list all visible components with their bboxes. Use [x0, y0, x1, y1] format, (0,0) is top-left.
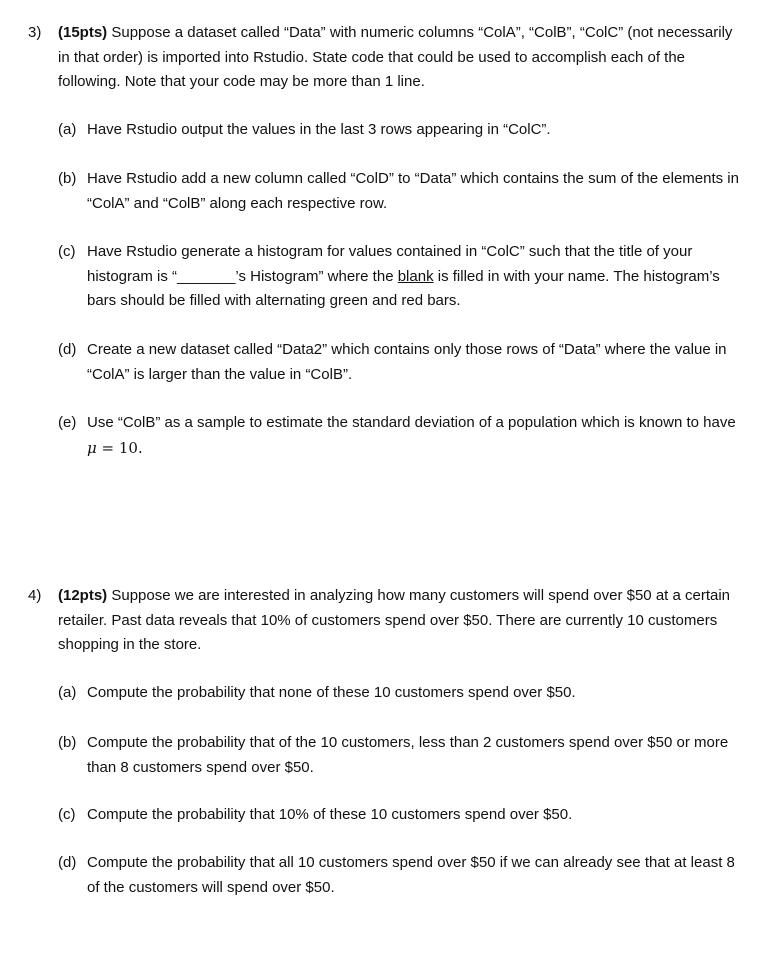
period: . [137, 438, 143, 457]
part-text-before: Have Rstudio generate a histogram for values contained in “ColC” such that the title of your histogram is “_______’s Histogram” where the [87, 243, 693, 285]
q3-part-b [58, 167, 740, 216]
question-points: (12pts) [58, 587, 108, 604]
question-points: (15pts) [58, 24, 108, 41]
part-text: Have Rstudio add a new column called “ColD” to “Data” which contains the sum of the elements in “ColA” and “ColB” along each respective row. [87, 170, 739, 212]
question-number: 4) [28, 587, 42, 604]
part-text: Create a new dataset called “Data2” which contains only those rows of “Data” where the value in “ColA” is larger than the value in “ColB”. [87, 341, 727, 383]
part-label: (d) [58, 341, 77, 358]
question-intro: Suppose we are interested in analyzing how many customers will spend over $50 at a certain retailer. Past data reveals that 10% of customers spend over $50. There are currently 10 customers shopping in the store. [58, 587, 731, 653]
q4-part-a [58, 681, 740, 706]
q3-part-e [58, 411, 740, 461]
part-label: (a) [58, 121, 77, 138]
q3-part-d [58, 338, 740, 387]
part-text: Have Rstudio output the values in the last 3 rows appearing in “ColC”. [87, 121, 551, 138]
part-label: (e) [58, 414, 77, 431]
part-text: Compute the probability that all 10 customers spend over $50 if we can already see that at least 8 of the customers will spend over $50. [87, 854, 735, 896]
part-text: Compute the probability that of the 10 customers, less than 2 customers spend over $50 or more than 8 customers spend over $50. [87, 734, 729, 776]
q3-part-a [58, 118, 740, 143]
part-label: (a) [58, 684, 77, 701]
part-label: (d) [58, 854, 77, 871]
part-text-after: is filled in with your name. The histogram’s bars should be filled with alternating green and red bars. [87, 267, 720, 309]
q4-part-d [58, 851, 740, 900]
part-label: (c) [58, 243, 76, 260]
equals-sign: = [96, 438, 119, 457]
part-label: (b) [58, 170, 77, 187]
question-3 [0, 21, 770, 95]
blank-word: blank [397, 267, 434, 285]
mu-symbol: μ [87, 438, 97, 457]
question-number: 3) [28, 24, 42, 41]
part-text: Use “ColB” as a sample to estimate the standard deviation of a population which is known to have [87, 414, 736, 431]
question-3-intro-block [0, 21, 770, 95]
mu-value: 10 [118, 438, 138, 457]
q4-part-c [58, 803, 740, 828]
part-text: Compute the probability that none of these 10 customers spend over $50. [87, 684, 576, 701]
part-text: Compute the probability that 10% of these 10 customers spend over $50. [87, 806, 573, 823]
q4-part-b [58, 731, 740, 780]
part-label: (b) [58, 734, 77, 751]
part-label: (c) [58, 806, 76, 823]
q3-part-c [58, 240, 740, 314]
question-4-intro-block [0, 584, 770, 658]
question-4 [0, 584, 770, 658]
question-intro: Suppose a dataset called “Data” with numeric columns “ColA”, “ColB”, “ColC” (not necessarily in that order) is imported into Rstudio. State code that could be used to accomplish each of the following. Note that your code may be more than 1 line. [58, 24, 733, 90]
